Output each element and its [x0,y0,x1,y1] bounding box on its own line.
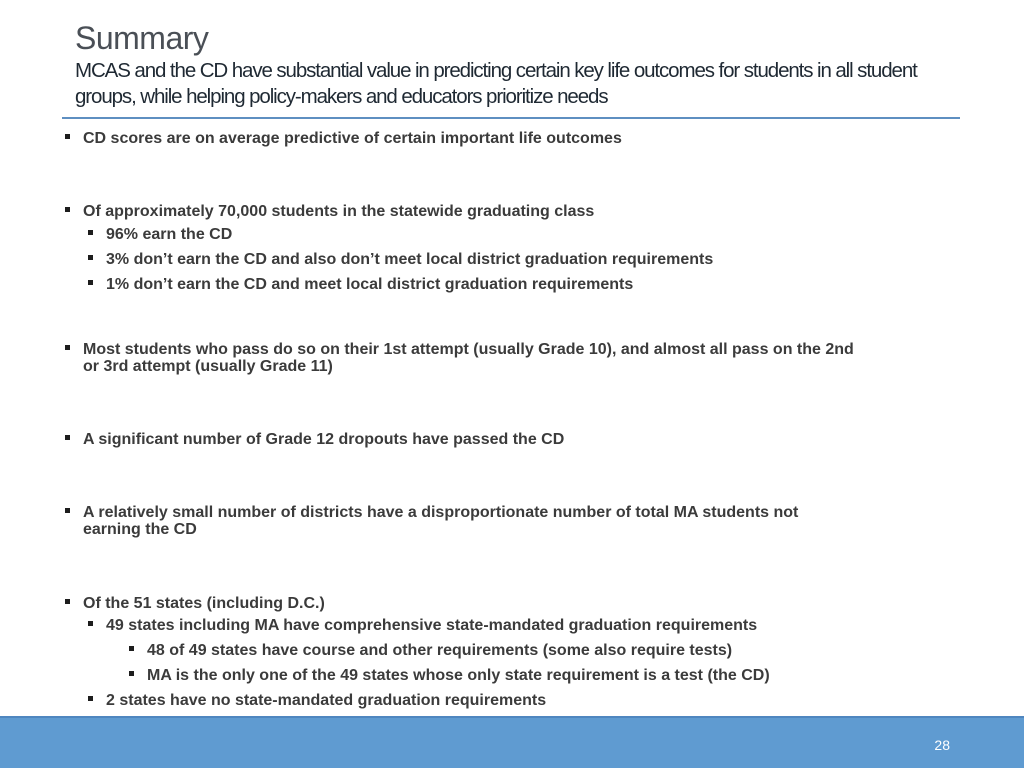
bullet-square-icon [65,345,70,350]
footer-bar [0,718,1024,768]
bullet-square-icon [88,255,93,260]
sub-bullet-item: 3% don’t earn the CD and also don’t meet local district graduation requirements [106,251,714,268]
bullet-item: Of the 51 states (including D.C.) [83,595,325,612]
bullet-item: A relatively small number of districts have a disproportionate number of total MA students not [83,504,799,521]
bullet-square-icon [65,207,70,212]
bullet-item: Of approximately 70,000 students in the statewide graduating class [83,203,595,220]
sub-sub-bullet-item: MA is the only one of the 49 states whose only state requirement is a test (the CD) [147,667,770,684]
bullet-item: Most students who pass do so on their 1st attempt (usually Grade 10), and almost all pass on the 2nd [83,341,854,358]
title-divider [62,117,960,119]
sub-bullet-item: 96% earn the CD [106,226,233,243]
bullet-square-icon [129,646,134,651]
bullet-square-icon [65,134,70,139]
sub-bullet-item: 2 states have no state-mandated graduation requirements [106,692,547,709]
sub-bullet-item: 1% don’t earn the CD and meet local district graduation requirements [106,276,634,293]
page-number: 28 [934,737,950,753]
bullet-item-continuation: or 3rd attempt (usually Grade 11) [83,358,333,375]
bullet-square-icon [88,621,93,626]
bullet-item: CD scores are on average predictive of certain important life outcomes [83,130,622,147]
bullet-item: A significant number of Grade 12 dropouts have passed the CD [83,431,565,448]
bullet-square-icon [65,508,70,513]
bullet-square-icon [88,230,93,235]
bullet-square-icon [88,280,93,285]
sub-bullet-item: 49 states including MA have comprehensive state-mandated graduation requirements [106,617,758,634]
bullet-square-icon [129,671,134,676]
bullet-square-icon [65,435,70,440]
bullet-item-continuation: earning the CD [83,521,197,538]
slide-title: Summary [75,20,209,56]
bullet-square-icon [65,599,70,604]
sub-sub-bullet-item: 48 of 49 states have course and other requirements (some also require tests) [147,642,733,659]
slide-subtitle: MCAS and the CD have substantial value in predicting certain key life outcomes for students in all student groups, while helping policy-makers and educators prioritize needs [75,59,917,108]
bullet-square-icon [88,696,93,701]
